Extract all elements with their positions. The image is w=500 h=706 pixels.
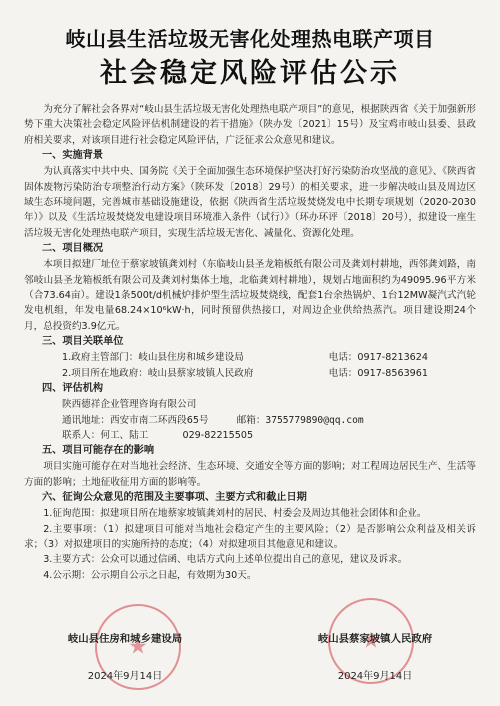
section-impact-heading: 五、项目可能存在的影响 [42,445,155,457]
section-background-text: 为认真落实中共中央、国务院《关于全面加强生态环境保护坚决打好污染防治攻坚战的意见》、《陕西省固体废物污染防治专项整治行动方案》（陕环发〔2018〕29号）的相关要求，进一步解决岐山县及周边区域生态环境问题，完善城市基础设施建设，依据《陕西省生活垃圾焚烧发电中长期专项规划（2020-2030年）》以及《生活垃圾焚烧发电建设项目环境准入条件（试行）》（环办环评〔2018〕20号），拟建设一座生活垃圾无害化处理热电联产项目，实现生活垃圾无害化、减量化、资源化处理。 [24,166,476,239]
section-impact-text: 项目实施可能存在对当地社会经济、生态环境、交通安全等方面的影响；对工程周边居民生产、生活等方面的影响；土地征收征用方面的影响等。 [24,461,476,488]
agency-name: 陕西德祥企业管理咨询有限公司 [62,399,197,411]
consultation-item: 3.主要方式：公众可以通过信函、电话方式向上述单位提出自己的意见，建议及诉求。 [43,554,408,566]
unit-phone: 电话：0917-8213624 [328,352,428,364]
unit-row [24,350,476,365]
signature-right [250,630,500,682]
section-overview-text: 本项目拟建厂址位于蔡家坡镇龚刘村（东临岐山县圣龙箱板纸有限公司及龚刘村耕地，西邻龚刘路，南邻岐山县圣龙箱板纸有限公司及龚刘村集体土地，北临龚刘村耕地），规划占地面积约为49095.96平方米（合73.64亩）。建设1条500t/d机械炉排炉型生活垃圾焚烧线，配套1台余热锅炉、1台12MW凝汽式汽轮发电机组，年发电量68.24×10⁶kW·h，同时预留供热接口，对周边企业供给热蒸汽。项目建设期24个月，总投资约3.9亿元。 [24,259,476,332]
signature-left-date: 2024年9月14日 [87,671,163,682]
project-title: 岐山县生活垃圾无害化处理热电联产项目 [65,27,435,51]
agency-email: 邮箱：3755779890@qq.com [236,414,364,426]
unit-label: 1.政府主管部门：岐山县住房和城乡建设局 [62,352,244,364]
consultation-item: 2.主要事项：（1）拟建项目可能对当地社会稳定产生的主要风险；（2）是否影响公众利益及相关诉求；（3）对拟建项目的实施所持的态度；（4）对拟建项目其他意见和建议。 [24,523,476,550]
agency-contact-line [24,428,476,443]
signature-right-org: 岐山县蔡家坡镇人民政府 [317,633,433,645]
unit-label: 2.项目所在地政府：岐山县蔡家坡镇人民政府 [62,367,254,379]
section-agency-heading: 四、评估机构 [42,383,104,395]
signature-right-date: 2024年9月14日 [337,671,413,682]
unit-phone: 电话：0917-8563961 [328,367,428,379]
signature-block [0,630,500,682]
notice-body [24,102,476,583]
section-background-heading: 一、实施背景 [42,150,104,162]
notice-title: 社会稳定风险评估公示 [100,58,400,89]
unit-row [24,366,476,381]
agency-contact: 联系人：何工、陆工 [62,429,149,441]
intro-paragraph: 为充分了解社会各界对“岐山县生活垃圾无害化处理热电联产项目”的意见，根据陕西省《关于加强新形势下重大决策社会稳定风险评估机制建设的若干措施》（陕办发〔2021〕15号）及宝鸡市岐山县委、县政府相关要求，对该项目进行社会稳定风险评估，广泛征求公众意见和建议。 [24,104,476,146]
signature-left [0,630,250,682]
agency-address: 通讯地址：西安市南二环西段65号 [62,414,209,426]
consultation-item: 4.公示期：公示期自公示之日起，有效期为30天。 [43,569,257,581]
consultation-item: 1.征询范围：拟建项目所在地蔡家坡镇龚刘村的居民、村委会及周边其他社会团体和企业。 [43,508,427,520]
agency-address-line [24,413,476,428]
section-consultation-heading: 六、征询公众意见的范围及主要事项、主要方式和截止日期 [42,492,307,504]
section-overview-heading: 二、项目概况 [42,243,104,255]
section-units-heading: 三、项目关联单位 [42,336,124,348]
agency-phone: 029-82215505 [182,429,254,441]
signature-left-org: 岐山县住房和城乡建设局 [67,633,183,645]
